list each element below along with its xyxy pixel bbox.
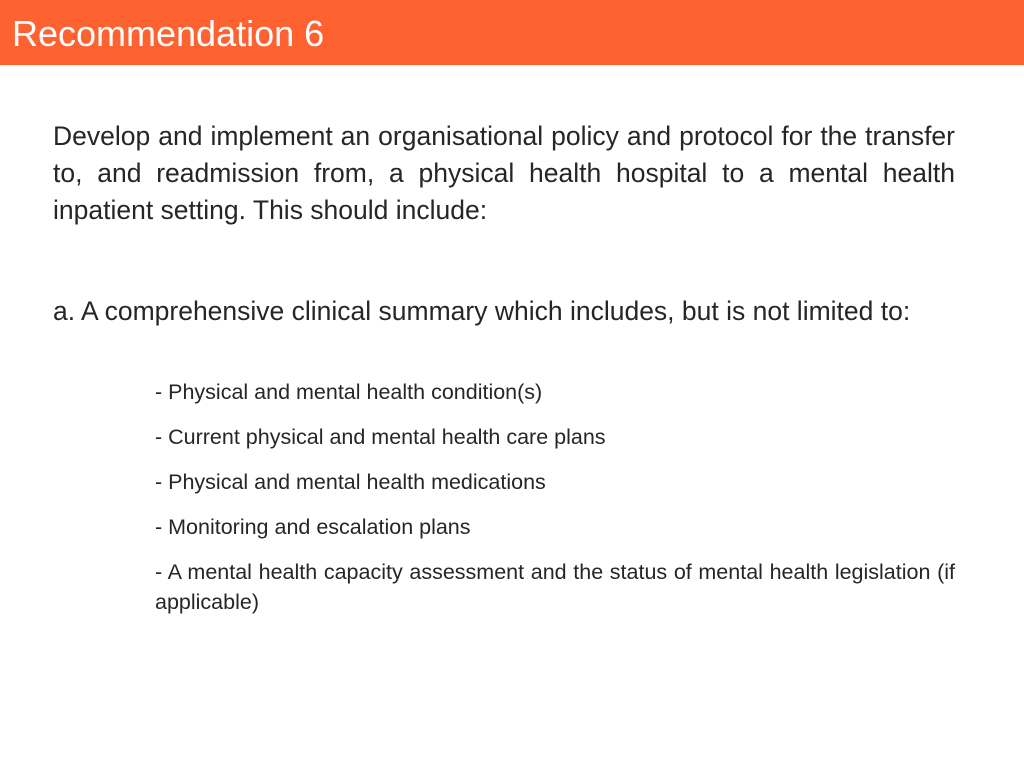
slide-title: Recommendation 6 [12,13,325,54]
item-a-paragraph: a. A comprehensive clinical summary which includes, but is not limited to: [53,296,911,326]
title-bar [0,0,1024,65]
intro-paragraph: Develop and implement an organisational policy and protocol for the transfer to, and readmission from, a physical health hospital to a mental health inpatient setting. This should include: [53,121,955,225]
list-item: - Monitoring and escalation plans [155,515,471,539]
bullet-list [155,377,955,632]
list-item: - Current physical and mental health care plans [155,425,606,449]
list-item: - A mental health capacity assessment and the status of mental health legislation (if applicable) [155,560,955,614]
list-item: - Physical and mental health medications [155,470,546,494]
list-item: - Physical and mental health condition(s) [155,380,543,404]
